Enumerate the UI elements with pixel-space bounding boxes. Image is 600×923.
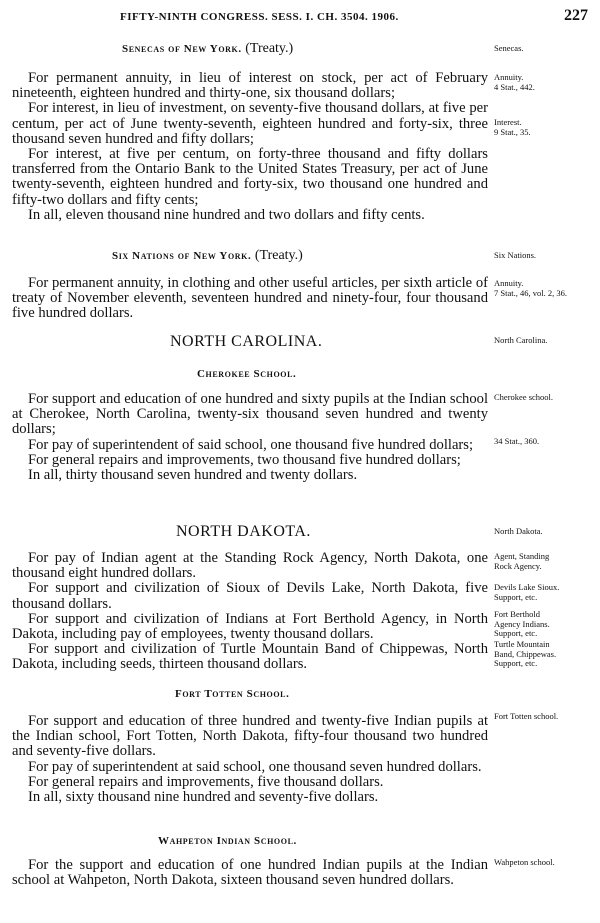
state-heading-north-carolina: NORTH CAROLINA. <box>170 333 323 350</box>
section-heading-six-nations <box>112 248 412 264</box>
subheading-fort-totten-school: Fort Totten School. <box>175 688 290 700</box>
margin-note-wahpeton: Wahpeton school. <box>494 857 555 867</box>
paragraph: In all, thirty thousand seven hundred and twenty dollars. <box>28 467 358 484</box>
subheading-wahpeton-school: Wahpeton Indian School. <box>158 835 297 847</box>
paragraph: For the support and education of one hundred Indian pupils at the Indian school at Wahpeton, North Dakota, sixteen thousand seven hundred dollars. <box>12 857 488 889</box>
heading-treaty: (Treaty.) <box>251 248 303 263</box>
paragraph: For support and civilization of Turtle Mountain Band of Chippewas, North Dakota, including seeds, thirteen thousand dollars. <box>12 641 488 673</box>
heading-smallcaps: Senecas of New York. <box>122 43 242 55</box>
paragraph: For permanent annuity, in lieu of interest on stock, per act of February nineteenth, eighteen hundred and thirty-one, six thousand dollars; <box>12 70 488 102</box>
margin-line: 7 Stat., 46, vol. 2, 36. <box>494 287 567 298</box>
paragraph: For interest, at five per centum, on forty-three thousand and fifty dollars transferred from the Ontario Bank to the United States Treasury, per act of June twenty-seventh, eighteen hundred and forty-six, two thousand one hundred and fifty-two dollars and fifty cents; <box>12 146 488 208</box>
margin-note-six-nations: Six Nations. <box>494 250 537 260</box>
paragraph: For interest, in lieu of investment, on seventy-five thousand dollars, at five per centum, per act of June twenty-seventh, eighteen hundred and forty-six, three thousand seven hundred and fifty dollars; <box>12 100 488 147</box>
section-body-six-nations <box>12 276 488 322</box>
section-body-north-dakota <box>12 551 488 673</box>
margin-line: Support, etc. <box>494 591 538 602</box>
heading-treaty: (Treaty.) <box>241 41 294 56</box>
margin-note-annuity <box>494 73 594 92</box>
state-heading-north-dakota: NORTH DAKOTA. <box>176 523 311 540</box>
paragraph: For support and civilization of Sioux of Devils Lake, North Dakota, five thousand dollars. <box>12 580 488 612</box>
margin-line: Agent, Standing <box>494 551 550 561</box>
margin-note-turtle-mountain <box>494 640 594 669</box>
margin-line: Rock Agency. <box>494 560 542 571</box>
margin-note-standing-rock <box>494 552 594 571</box>
margin-note-interest <box>494 118 594 137</box>
section-body-senecas <box>12 71 488 223</box>
paragraph: For support and civilization of Indians at Fort Berthold Agency, in North Dakota, including pay of employees, twenty thousand dollars. <box>12 610 488 643</box>
paragraph: In all, eleven thousand nine hundred and two dollars and fifty cents. <box>28 206 425 223</box>
margin-line: Fort Berthold <box>494 609 541 619</box>
margin-line: Support, etc. <box>494 658 538 668</box>
margin-line: 4 Stat., 442. <box>494 81 535 92</box>
section-body-wahpeton <box>12 858 488 888</box>
paragraph: For general repairs and improvements, two thousand five hundred dollars; <box>28 451 461 468</box>
section-body-cherokee <box>12 392 488 483</box>
margin-line: Devils Lake Sioux. <box>494 582 560 592</box>
margin-note-senecas: Senecas. <box>494 43 524 53</box>
margin-note-north-carolina: North Carolina. <box>494 335 548 345</box>
paragraph: For pay of superintendent at said school, one thousand seven hundred dollars. <box>28 758 482 775</box>
page-number: 227 <box>564 7 588 24</box>
margin-line: Support, etc. <box>494 628 538 638</box>
running-head: FIFTY-NINTH CONGRESS. SESS. I. CH. 3504. 1906. <box>120 11 399 23</box>
margin-line: Agency Indians. <box>494 618 550 629</box>
paragraph: For pay of superintendent of said school, one thousand five hundred dollars; <box>28 436 474 453</box>
margin-line: 9 Stat., 35. <box>494 126 531 137</box>
margin-line: Turtle Mountain <box>494 639 550 649</box>
margin-line: Annuity. <box>494 72 524 82</box>
paragraph: For support and education of three hundred and twenty-five Indian pupils at the Indian school, Fort Totten, North Dakota, fifty-four thousand two hundred and seventy-five dollars. <box>12 713 488 760</box>
margin-note-north-dakota: North Dakota. <box>494 526 543 536</box>
section-body-fort-totten <box>12 714 488 805</box>
paragraph: In all, sixty thousand nine hundred and seventy-five dollars. <box>28 789 379 806</box>
section-heading-senecas <box>122 41 422 57</box>
paragraph: For pay of Indian agent at the Standing Rock Agency, North Dakota, one thousand eight hundred dollars. <box>12 550 488 582</box>
paragraph: For permanent annuity, in clothing and other useful articles, per sixth article of treaty of November eleventh, seventeen hundred and ninety-four, four thousand five hundred dollars. <box>12 275 488 322</box>
margin-note-cherokee-school: Cherokee school. <box>494 392 554 402</box>
paragraph: For support and education of one hundred and sixty pupils at the Indian school at Cherokee, North Carolina, twenty-six thousand seven hundred and twenty dollars; <box>12 391 488 438</box>
margin-note-fort-totten: Fort Totten school. <box>494 711 559 721</box>
margin-note-fort-berthold <box>494 610 594 639</box>
subheading-cherokee-school: Cherokee School. <box>197 368 297 380</box>
margin-line: Annuity. <box>494 278 524 288</box>
margin-note-stat: 34 Stat., 360. <box>494 436 540 446</box>
heading-smallcaps: Six Nations of New York. <box>112 250 252 262</box>
margin-note-devils-lake <box>494 583 594 602</box>
margin-line: Band, Chippewas. <box>494 648 557 659</box>
margin-note-annuity-six <box>494 279 594 298</box>
paragraph: For general repairs and improvements, five thousand dollars. <box>28 773 384 790</box>
margin-line: Interest. <box>494 117 522 127</box>
